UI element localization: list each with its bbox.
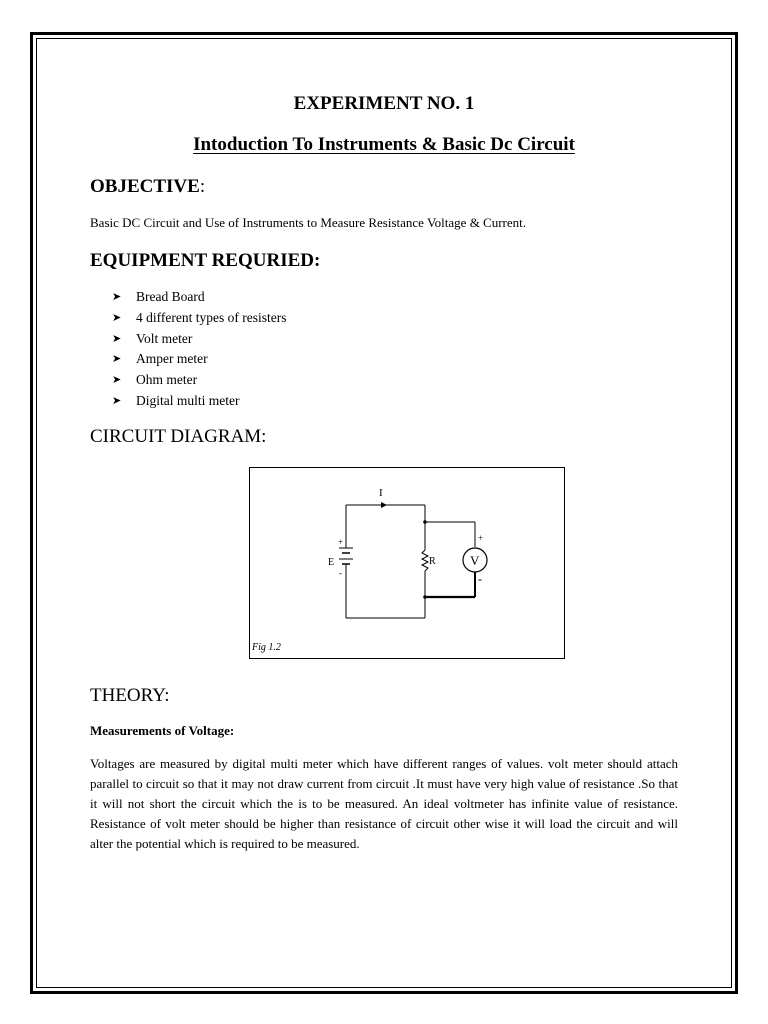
current-arrow-icon — [381, 502, 387, 508]
arrow-bullet-icon: ➤ — [112, 374, 122, 387]
circuit-figure — [249, 467, 565, 659]
objective-heading: OBJECTIVE — [90, 176, 200, 197]
experiment-title: EXPERIMENT NO. 1 — [293, 93, 475, 114]
list-item — [112, 328, 286, 349]
list-item-label: Amper meter — [136, 351, 208, 367]
arrow-bullet-icon: ➤ — [112, 332, 122, 345]
list-item-label: 4 different types of resisters — [136, 310, 287, 326]
figure-caption: Fig 1.2 — [252, 642, 281, 653]
arrow-bullet-icon: ➤ — [112, 291, 122, 304]
arrow-bullet-icon: ➤ — [112, 312, 122, 325]
list-item — [112, 349, 286, 370]
theory-subheading: Measurements of Voltage: — [90, 723, 235, 738]
objective-text: Basic DC Circuit and Use of Instruments to Measure Resistance Voltage & Current. — [90, 215, 527, 230]
battery-minus-label: - — [339, 568, 342, 578]
arrow-bullet-icon: ➤ — [112, 353, 122, 366]
document-title-wrap — [0, 134, 768, 156]
document-title: Intoduction To Instruments & Basic Dc Circuit — [193, 134, 575, 155]
objective-heading-colon: : — [199, 176, 206, 197]
theory-paragraph: Voltages are measured by digital multi meter which have different ranges of values. volt meter should attach parallel to circuit so that it may not draw current from circuit .It must have very high value of resistance .So that it will not short the circuit which the is to be measured. An ideal voltmeter has infinite value of resistance. Resistance of volt meter should be higher than resistance of circuit other wise it will load the circuit and will alter the potential which is required to be measured. — [90, 756, 678, 851]
circuit-diagram — [249, 467, 565, 659]
list-item-label: Digital multi meter — [136, 392, 240, 408]
list-item-label: Volt meter — [136, 330, 193, 346]
list-item — [112, 390, 286, 411]
list-item-label: Ohm meter — [136, 372, 198, 388]
voltmeter-label: V — [470, 553, 480, 568]
arrow-bullet-icon: ➤ — [112, 394, 122, 407]
voltmeter-minus-label: - — [478, 572, 482, 586]
resistor-icon — [422, 550, 428, 571]
resistor-label: R — [429, 556, 436, 567]
objective-heading-wrap — [90, 176, 205, 198]
theory-heading: THEORY: — [90, 685, 170, 706]
equipment-heading: EQUIPMENT REQURIED: — [90, 250, 321, 271]
equipment-list — [112, 287, 286, 411]
list-item-label: Bread Board — [136, 289, 205, 305]
list-item — [112, 308, 286, 329]
current-label: I — [379, 487, 383, 499]
battery-plus-label: + — [338, 537, 344, 547]
voltmeter-plus-label: + — [478, 533, 484, 543]
list-item — [112, 287, 286, 308]
source-label: E — [328, 557, 335, 568]
circuit-heading: CIRCUIT DIAGRAM: — [90, 426, 267, 447]
list-item — [112, 370, 286, 391]
